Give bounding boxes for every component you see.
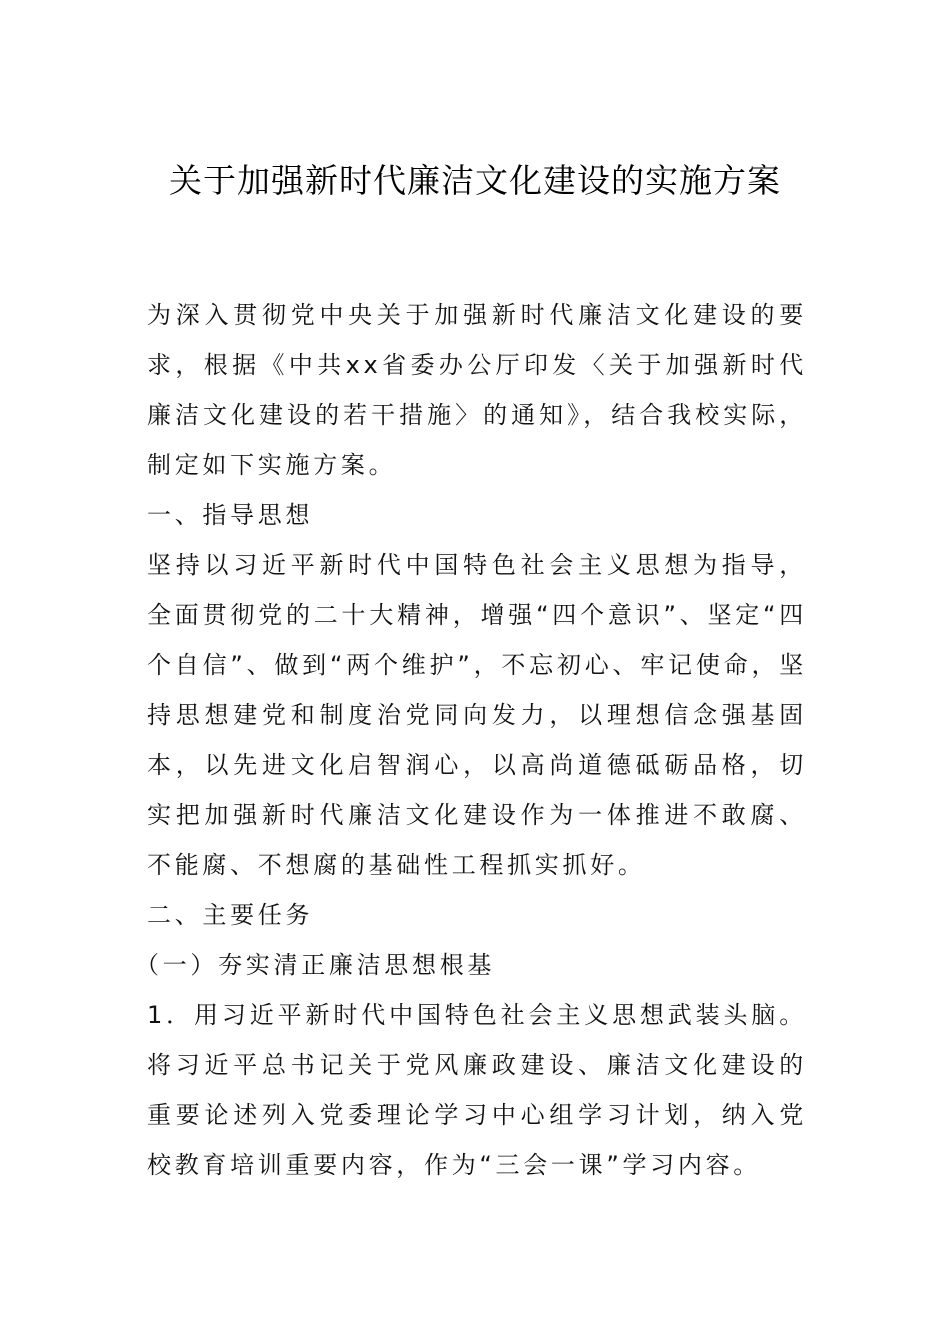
- section-heading-guiding-thought: 一、指导思想: [147, 501, 314, 529]
- guiding-thought-paragraph: 坚持以习近平新时代中国特色社会主义思想为指导，全面贯彻党的二十大精神，增强“四个意识”、坚定“四个自信”、做到“两个维护”，不忘初心、牢记使命，坚持思想建党和制度治党同向发力，以理想信念强基固本，以先进文化启智润心，以高尚道德砥砺品格，切实把加强新时代廉洁文化建设作为一体推进不敢腐、不能腐、不想腐的基础性工程抓实抓好。: [147, 551, 807, 879]
- section-heading-main-tasks: 二、主要任务: [147, 901, 314, 929]
- intro-paragraph: 为深入贯彻党中央关于加强新时代廉洁文化建设的要求，根据《中共xx省委办公厅印发〈关于加强新时代廉洁文化建设的若干措施〉的通知》，结合我校实际，制定如下实施方案。: [147, 301, 807, 479]
- subsection-heading-1: （一）夯实清正廉洁思想根基: [135, 951, 496, 979]
- task-item-1-paragraph: 1．用习近平新时代中国特色社会主义思想武装头脑。将习近平总书记关于党风廉政建设、廉洁文化建设的重要论述列入党委理论学习中心组学习计划，纳入党校教育培训重要内容，作为“三会一课”学习内容。: [147, 1001, 807, 1179]
- document-body: [135, 290, 807, 1190]
- document-title: 关于加强新时代廉洁文化建设的实施方案: [169, 161, 781, 200]
